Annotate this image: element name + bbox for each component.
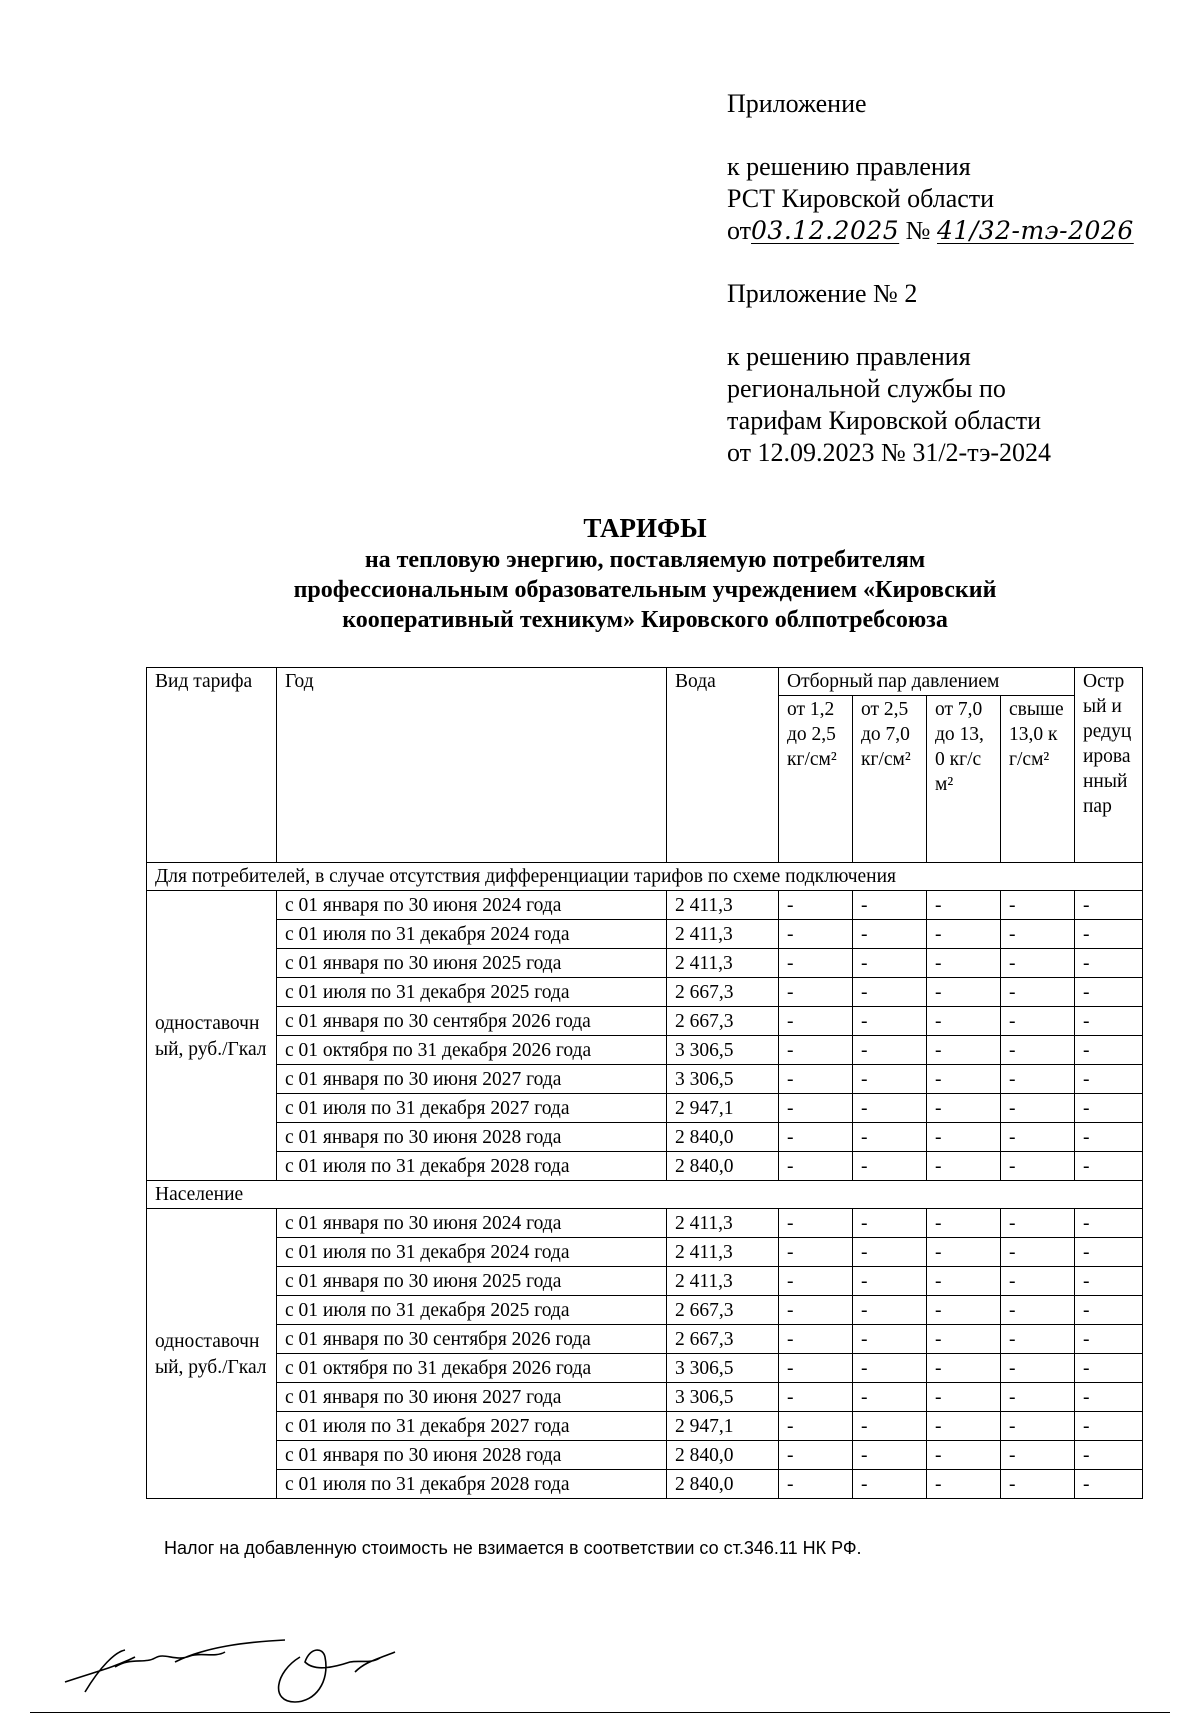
water-value: 2 411,3 (667, 1209, 779, 1238)
table-row (147, 1296, 1143, 1325)
period-cell: с 01 июля по 31 декабря 2028 года (277, 1470, 667, 1499)
empty-cell: - (1001, 1354, 1075, 1383)
table-row (147, 1470, 1143, 1499)
water-value: 2 411,3 (667, 891, 779, 920)
table-row (147, 1094, 1143, 1123)
empty-cell: - (853, 1412, 927, 1441)
table-row (147, 1123, 1143, 1152)
empty-cell: - (927, 1123, 1001, 1152)
empty-cell: - (1075, 1209, 1143, 1238)
period-cell: с 01 января по 30 июня 2025 года (277, 949, 667, 978)
table-row (147, 1036, 1143, 1065)
empty-cell: - (1075, 1296, 1143, 1325)
water-value: 2 667,3 (667, 1007, 779, 1036)
empty-cell: - (779, 1354, 853, 1383)
empty-cell: - (779, 1412, 853, 1441)
title-sub-3: кооперативный техникум» Кировского облпотребсоюза (342, 607, 948, 633)
empty-cell: - (853, 1296, 927, 1325)
title-sub-2: профессиональным образовательным учреждением «Кировский (293, 577, 997, 603)
empty-cell: - (1001, 1094, 1075, 1123)
header-sharp-steam: Острый и редуцированный пар (1075, 668, 1143, 863)
water-value: 3 306,5 (667, 1036, 779, 1065)
empty-cell: - (779, 1267, 853, 1296)
table-row (147, 891, 1143, 920)
empty-cell: - (853, 1441, 927, 1470)
empty-cell: - (1075, 978, 1143, 1007)
empty-cell: - (927, 1441, 1001, 1470)
header-pressure-4: свыше 13,0 кг/см² (1001, 696, 1075, 863)
water-value: 3 306,5 (667, 1065, 779, 1094)
empty-cell: - (779, 920, 853, 949)
period-cell: с 01 июля по 31 декабря 2028 года (277, 1152, 667, 1181)
empty-cell: - (1075, 1412, 1143, 1441)
original-decision-line: от 12.09.2023 № 31/2-тэ-2024 (727, 438, 1052, 467)
empty-cell: - (853, 891, 927, 920)
empty-cell: - (1075, 891, 1143, 920)
empty-cell: - (1001, 1325, 1075, 1354)
empty-cell: - (1001, 1441, 1075, 1470)
empty-cell: - (853, 1007, 927, 1036)
empty-cell: - (779, 1383, 853, 1412)
appendix-2-label: Приложение № 2 (727, 279, 918, 308)
empty-cell: - (1075, 1007, 1143, 1036)
empty-cell: - (779, 891, 853, 920)
empty-cell: - (1075, 1065, 1143, 1094)
appendix-header (727, 88, 1167, 469)
water-value: 2 667,3 (667, 1325, 779, 1354)
table-row (147, 1152, 1143, 1181)
empty-cell: - (853, 949, 927, 978)
empty-cell: - (853, 920, 927, 949)
handwritten-number: 41/32-тэ-2026 (936, 216, 1134, 245)
period-cell: с 01 января по 30 июня 2024 года (277, 1209, 667, 1238)
empty-cell: - (779, 1065, 853, 1094)
empty-cell: - (927, 1152, 1001, 1181)
empty-cell: - (779, 1152, 853, 1181)
empty-cell: - (1075, 920, 1143, 949)
water-value: 2 840,0 (667, 1123, 779, 1152)
document-title (150, 512, 1140, 635)
empty-cell: - (1075, 1123, 1143, 1152)
empty-cell: - (853, 1123, 927, 1152)
header-pressure-3: от 7,0 до 13,0 кг/см² (927, 696, 1001, 863)
decision-date-number (727, 215, 1167, 247)
empty-cell: - (1001, 1470, 1075, 1499)
water-value: 2 667,3 (667, 1296, 779, 1325)
decision-line-2: к решению правления (727, 342, 971, 371)
empty-cell: - (1001, 1152, 1075, 1181)
number-prefix: № (905, 216, 931, 245)
empty-cell: - (779, 978, 853, 1007)
water-value: 2 411,3 (667, 949, 779, 978)
table-row (147, 1209, 1143, 1238)
empty-cell: - (853, 1065, 927, 1094)
empty-cell: - (927, 1267, 1001, 1296)
empty-cell: - (1075, 1267, 1143, 1296)
empty-cell: - (1075, 1152, 1143, 1181)
empty-cell: - (779, 1470, 853, 1499)
period-cell: с 01 января по 30 сентября 2026 года (277, 1325, 667, 1354)
empty-cell: - (1001, 1209, 1075, 1238)
table-row (147, 1325, 1143, 1354)
title-main: ТАРИФЫ (583, 513, 707, 543)
empty-cell: - (779, 1296, 853, 1325)
empty-cell: - (779, 1325, 853, 1354)
water-value: 3 306,5 (667, 1383, 779, 1412)
tariff-kind: одноставочный, руб./Гкал (147, 891, 277, 1181)
empty-cell: - (1001, 1296, 1075, 1325)
header-pressure-2: от 2,5 до 7,0 кг/см² (853, 696, 927, 863)
empty-cell: - (1075, 1441, 1143, 1470)
tariff-line: тарифам Кировской области (727, 406, 1042, 435)
signature-2 (279, 1650, 395, 1702)
handwritten-date: 03.12.2025 (751, 216, 900, 245)
empty-cell: - (1001, 1123, 1075, 1152)
empty-cell: - (853, 1267, 927, 1296)
empty-cell: - (779, 1238, 853, 1267)
empty-cell: - (853, 1209, 927, 1238)
empty-cell: - (853, 1325, 927, 1354)
period-cell: с 01 января по 30 июня 2027 года (277, 1383, 667, 1412)
header-water: Вода (667, 668, 779, 863)
table-row (147, 1412, 1143, 1441)
empty-cell: - (927, 891, 1001, 920)
period-cell: с 01 января по 30 июня 2027 года (277, 1065, 667, 1094)
period-cell: с 01 июля по 31 декабря 2024 года (277, 920, 667, 949)
header-pressure-1: от 1,2 до 2,5 кг/см² (779, 696, 853, 863)
table-row (147, 949, 1143, 978)
empty-cell: - (927, 1412, 1001, 1441)
water-value: 2 411,3 (667, 1238, 779, 1267)
empty-cell: - (1001, 1036, 1075, 1065)
empty-cell: - (1075, 949, 1143, 978)
water-value: 2 411,3 (667, 1267, 779, 1296)
vat-note: Налог на добавленную стоимость не взимается в соответствии со ст.346.11 НК РФ. (164, 1538, 862, 1558)
empty-cell: - (1075, 1094, 1143, 1123)
water-value: 2 840,0 (667, 1470, 779, 1499)
section-row (147, 1181, 1143, 1209)
header-year: Год (277, 668, 667, 863)
water-value: 2 840,0 (667, 1152, 779, 1181)
water-value: 2 840,0 (667, 1441, 779, 1470)
empty-cell: - (927, 978, 1001, 1007)
empty-cell: - (1001, 891, 1075, 920)
table-row (147, 1007, 1143, 1036)
empty-cell: - (927, 1325, 1001, 1354)
period-cell: с 01 января по 30 июня 2028 года (277, 1123, 667, 1152)
empty-cell: - (1075, 1238, 1143, 1267)
table-row (147, 1267, 1143, 1296)
section-title: Население (147, 1181, 1143, 1209)
appendix-label: Приложение (727, 89, 867, 118)
empty-cell: - (853, 1354, 927, 1383)
empty-cell: - (853, 1036, 927, 1065)
decision-line: к решению правления (727, 152, 971, 181)
period-cell: с 01 июля по 31 декабря 2027 года (277, 1094, 667, 1123)
table-row (147, 1065, 1143, 1094)
water-value: 2 667,3 (667, 978, 779, 1007)
water-value: 3 306,5 (667, 1354, 779, 1383)
empty-cell: - (853, 1470, 927, 1499)
empty-cell: - (1075, 1036, 1143, 1065)
empty-cell: - (779, 1036, 853, 1065)
empty-cell: - (1001, 978, 1075, 1007)
table-row (147, 1441, 1143, 1470)
empty-cell: - (1001, 1383, 1075, 1412)
empty-cell: - (927, 1238, 1001, 1267)
empty-cell: - (853, 978, 927, 1007)
empty-cell: - (1001, 920, 1075, 949)
empty-cell: - (779, 1209, 853, 1238)
empty-cell: - (1001, 1065, 1075, 1094)
empty-cell: - (853, 1094, 927, 1123)
header-row-1 (147, 668, 1143, 696)
empty-cell: - (779, 1123, 853, 1152)
empty-cell: - (779, 1007, 853, 1036)
table-row (147, 1383, 1143, 1412)
empty-cell: - (927, 1354, 1001, 1383)
table-row (147, 920, 1143, 949)
period-cell: с 01 июля по 31 декабря 2025 года (277, 978, 667, 1007)
period-cell: с 01 июля по 31 декабря 2027 года (277, 1412, 667, 1441)
period-cell: с 01 января по 30 июня 2025 года (277, 1267, 667, 1296)
empty-cell: - (1075, 1325, 1143, 1354)
empty-cell: - (927, 949, 1001, 978)
period-cell: с 01 июля по 31 декабря 2025 года (277, 1296, 667, 1325)
table-row (147, 1354, 1143, 1383)
tariff-table (146, 667, 1143, 1499)
empty-cell: - (1001, 1238, 1075, 1267)
empty-cell: - (927, 920, 1001, 949)
empty-cell: - (1075, 1354, 1143, 1383)
empty-cell: - (927, 1296, 1001, 1325)
header-kind: Вид тарифа (147, 668, 277, 863)
signature-1 (65, 1640, 285, 1692)
period-cell: с 01 января по 30 июня 2028 года (277, 1441, 667, 1470)
empty-cell: - (1001, 949, 1075, 978)
table-row (147, 1238, 1143, 1267)
table-row (147, 978, 1143, 1007)
empty-cell: - (779, 1094, 853, 1123)
period-cell: с 01 января по 30 сентября 2026 года (277, 1007, 667, 1036)
period-cell: с 01 октября по 31 декабря 2026 года (277, 1036, 667, 1065)
water-value: 2 411,3 (667, 920, 779, 949)
empty-cell: - (853, 1383, 927, 1412)
empty-cell: - (927, 1094, 1001, 1123)
empty-cell: - (1075, 1383, 1143, 1412)
empty-cell: - (927, 1036, 1001, 1065)
empty-cell: - (853, 1238, 927, 1267)
water-value: 2 947,1 (667, 1412, 779, 1441)
header-steam: Отборный пар давлением (779, 668, 1075, 696)
empty-cell: - (927, 1209, 1001, 1238)
service-line: региональной службы по (727, 374, 1006, 403)
empty-cell: - (927, 1470, 1001, 1499)
section-title: Для потребителей, в случае отсутствия дифференциации тарифов по схеме подключения (147, 863, 1143, 891)
empty-cell: - (927, 1007, 1001, 1036)
bottom-rule (30, 1712, 1170, 1713)
empty-cell: - (1001, 1267, 1075, 1296)
empty-cell: - (779, 949, 853, 978)
period-cell: с 01 января по 30 июня 2024 года (277, 891, 667, 920)
period-cell: с 01 июля по 31 декабря 2024 года (277, 1238, 667, 1267)
water-value: 2 947,1 (667, 1094, 779, 1123)
empty-cell: - (927, 1383, 1001, 1412)
period-cell: с 01 октября по 31 декабря 2026 года (277, 1354, 667, 1383)
section-row (147, 863, 1143, 891)
empty-cell: - (1001, 1007, 1075, 1036)
empty-cell: - (927, 1065, 1001, 1094)
tariff-kind: одноставочный, руб./Гкал (147, 1209, 277, 1499)
signatures (55, 1612, 415, 1712)
empty-cell: - (1075, 1470, 1143, 1499)
empty-cell: - (1001, 1412, 1075, 1441)
title-sub-1: на тепловую энергию, поставляемую потребителям (364, 547, 926, 573)
date-prefix: от (727, 216, 752, 245)
empty-cell: - (779, 1441, 853, 1470)
empty-cell: - (853, 1152, 927, 1181)
authority-line: РСТ Кировской области (727, 184, 995, 213)
